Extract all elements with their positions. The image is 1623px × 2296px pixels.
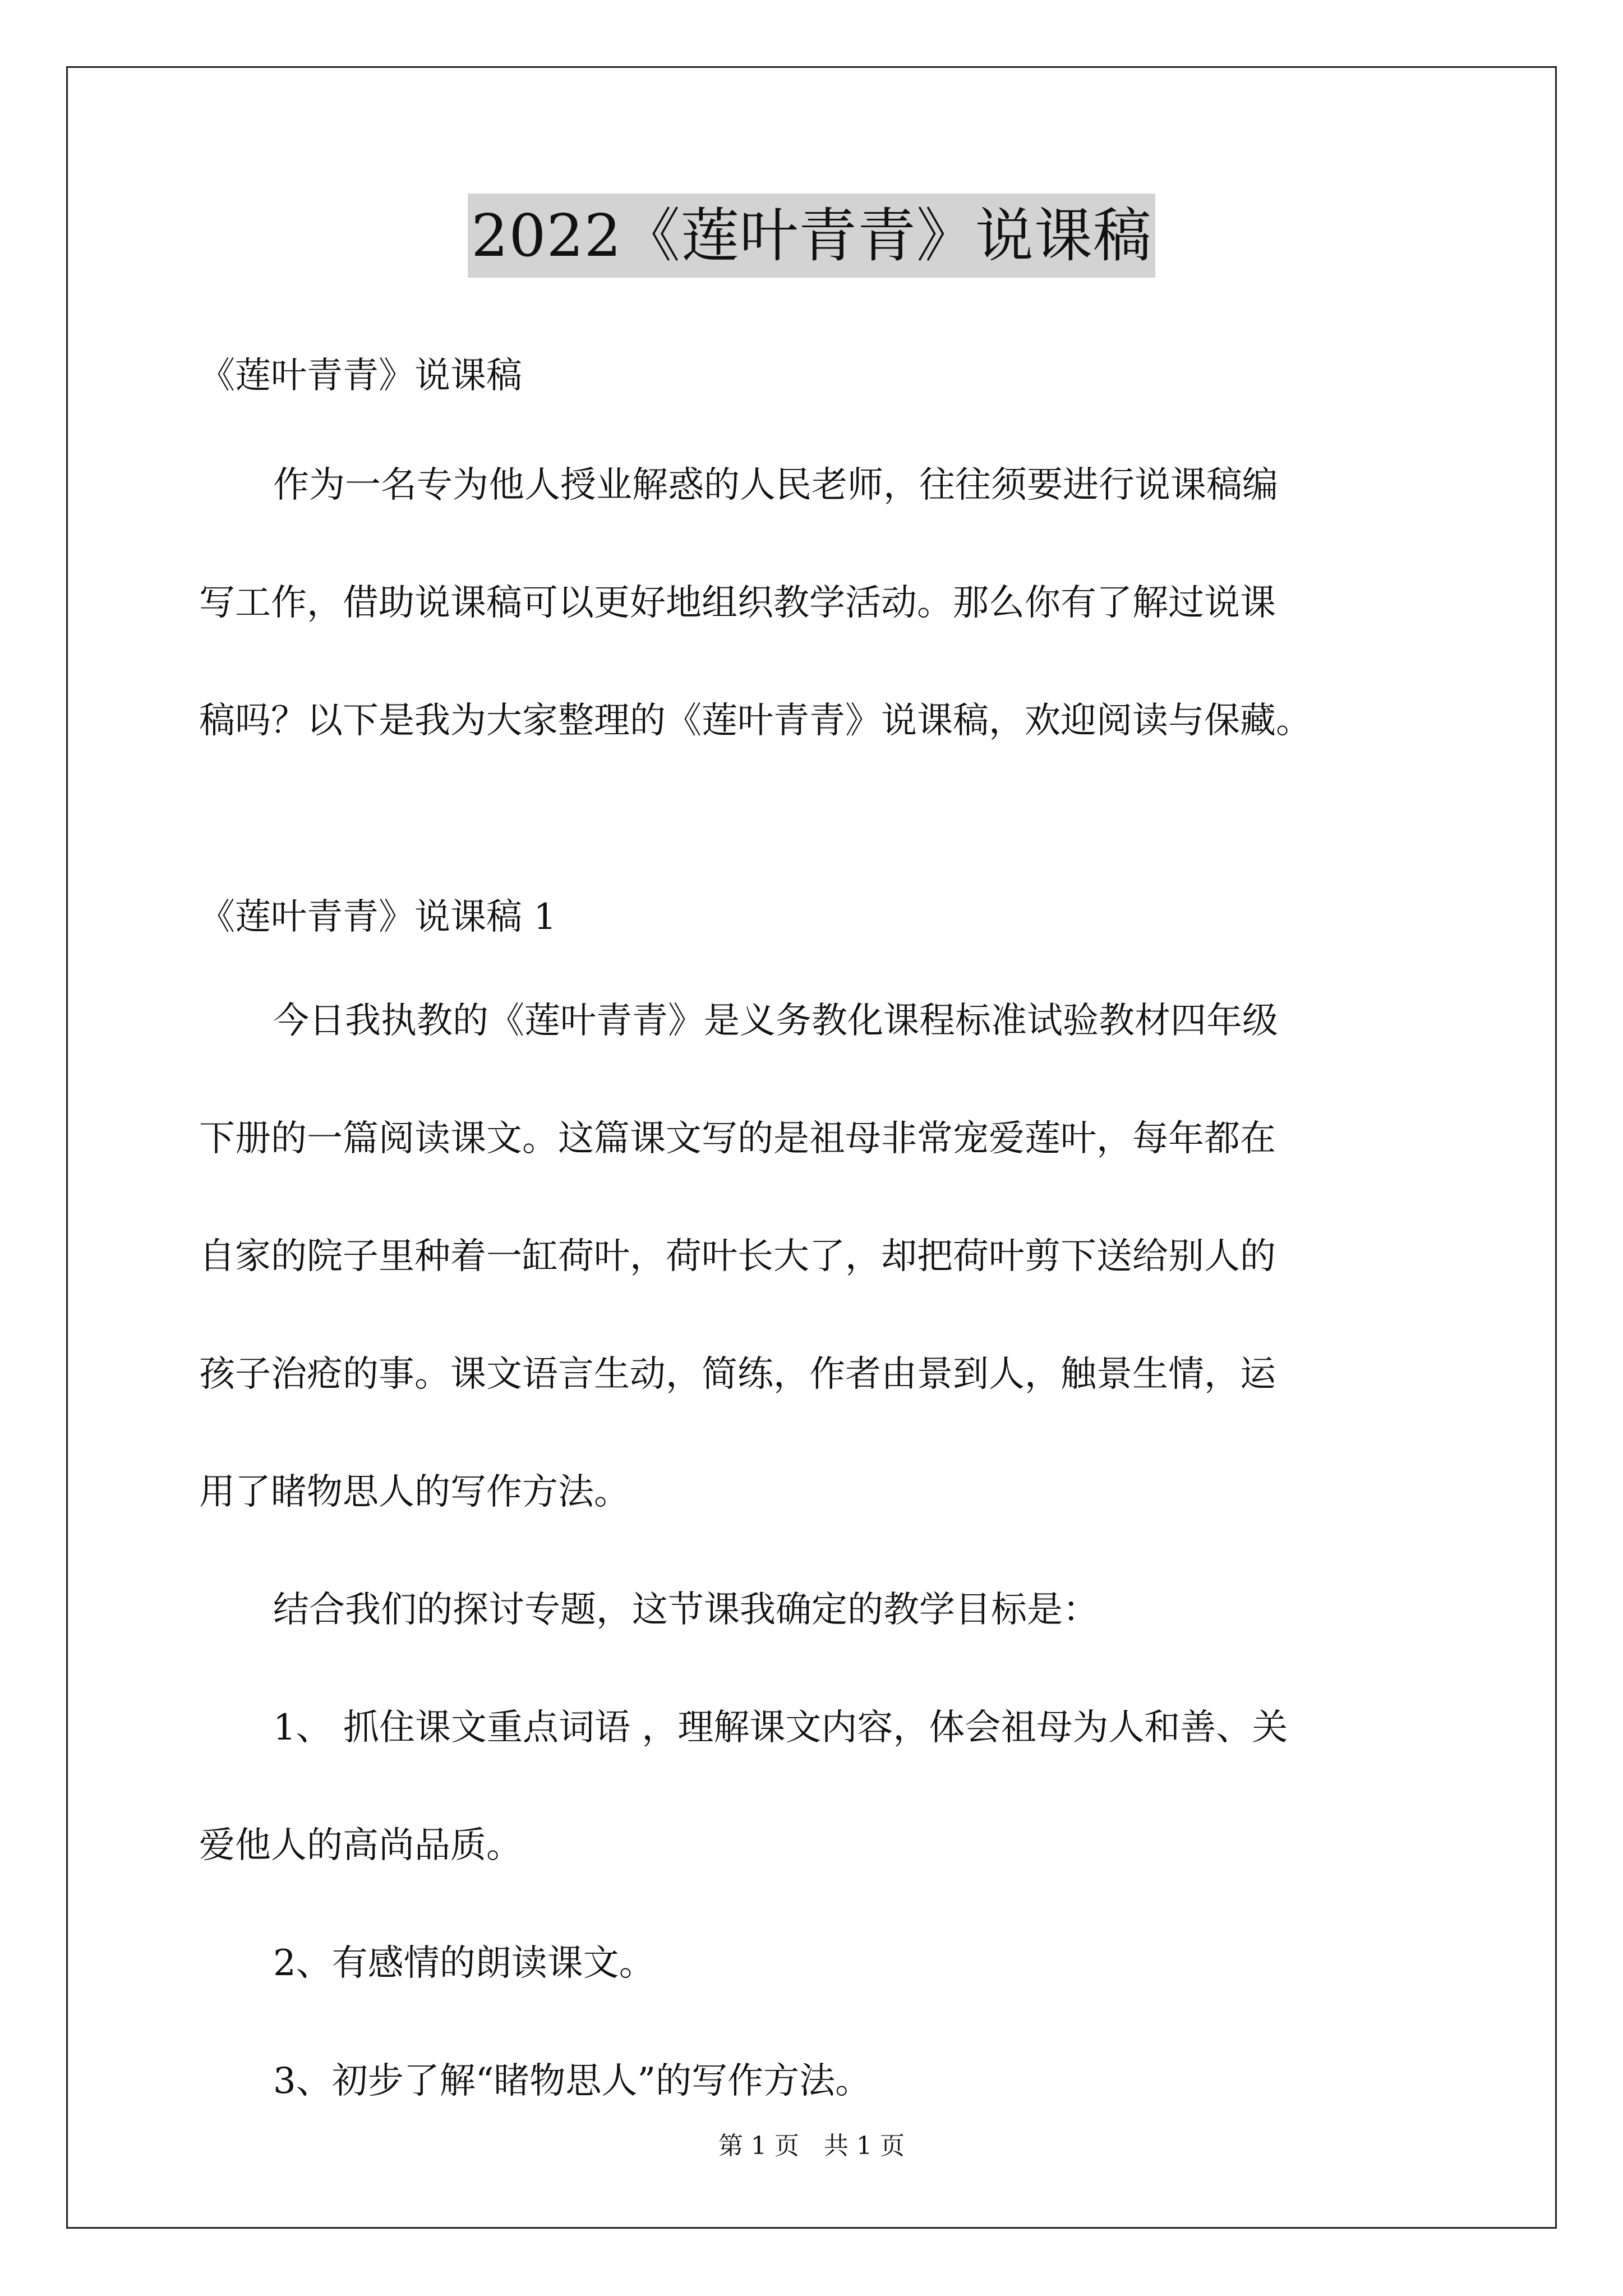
section-1-line-1: 今日我执教的《莲叶青青》是义务教化课程标准试验教材四年级 <box>273 1000 1278 1042</box>
section-1-line-2: 下册的一篇阅读课文。这篇课文写的是祖母非常宠爱莲叶，每年都在 <box>199 1118 1276 1159</box>
document-title: 2022《莲叶青青》说课稿 <box>468 194 1155 278</box>
title-container <box>0 194 1623 278</box>
intro-paragraph <box>199 426 1433 780</box>
subtitle-intro: 《莲叶青青》说课稿 <box>199 355 522 397</box>
intro-line-2: 写工作，借助说课稿可以更好地组织教学活动。那么你有了解过说课 <box>199 582 1276 624</box>
section-1-paragraph <box>199 962 1433 2140</box>
intro-line-1: 作为一名专为他人授业解惑的人民老师，往往须要进行说课稿编 <box>273 464 1278 506</box>
subtitle-section-1: 《莲叶青青》说课稿 1 <box>199 896 557 938</box>
section-1-line-4: 孩子治疮的事。课文语言生动，简练，作者由景到人，触景生情，运 <box>199 1354 1276 1395</box>
goal-3-line: 3、初步了解“睹物思人”的写作方法。 <box>273 2060 872 2102</box>
goal-1-line-1: 1、 抓住课文重点词语 ，理解课文内容，体会祖母为人和善、关 <box>273 1707 1288 1749</box>
goal-1-line-2: 爱他人的高尚品质。 <box>199 1825 522 1866</box>
goal-2-line: 2、有感情的朗读课文。 <box>273 1943 655 1984</box>
goals-intro-line: 结合我们的探讨专题，这节课我确定的教学目标是： <box>273 1589 1099 1631</box>
page-footer: 第 1 页 共 1 页 <box>718 2132 905 2160</box>
section-1-line-5: 用了睹物思人的写作方法。 <box>199 1471 630 1513</box>
section-1-line-3: 自家的院子里种着一缸荷叶，荷叶长大了，却把荷叶剪下送给别人的 <box>199 1236 1276 1277</box>
intro-line-3: 稿吗？以下是我为大家整理的《莲叶青青》说课稿，欢迎阅读与保藏。 <box>199 700 1312 742</box>
